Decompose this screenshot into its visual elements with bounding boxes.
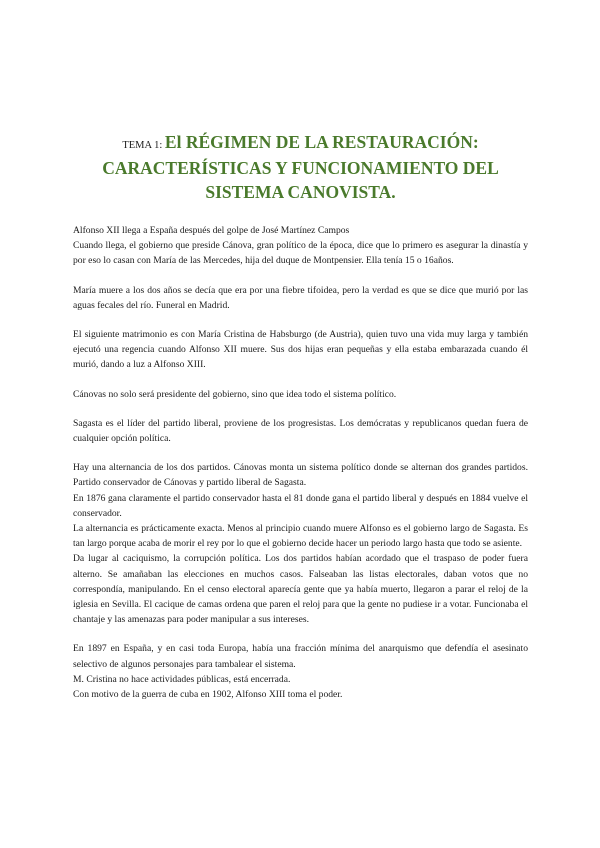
title-line-2: CARACTERÍSTICAS Y FUNCIONAMIENTO DEL [102,158,499,178]
document-body [73,223,528,702]
document-title [73,131,528,205]
title-line-3: SISTEMA CANOVISTA. [205,182,396,202]
paragraph: Con motivo de la guerra de cuba en 1902, Alfonso XIII toma el poder. [73,689,343,701]
paragraph: La alternancia es prácticamente exacta. Menos al principio cuando muere Alfonso es el gobierno largo de Sagasta. Es tan largo porque acaba de morir el rey por lo que el gobierno decide hacer un periodo largo hasta que todo se asiente. [73,523,528,550]
paragraph: Hay una alternancia de los dos partidos. Cánovas monta un sistema político donde se alternan dos grandes partidos. Partido conservador de Cánovas y partido liberal de Sagasta. [73,462,528,489]
paragraph: Cánovas no solo será presidente del gobierno, sino que idea todo el sistema político. [73,388,397,400]
paragraph: El siguiente matrimonio es con María Cristina de Habsburgo (de Austria), quien tuvo una vida muy larga y también ejecutó una regencia cuando Alfonso XII muere. Sus dos hijas eran pequeñas y ella estaba embarazada cuando él murió, dando a luz a Alfonso XIII. [73,329,528,371]
title-prefix: TEMA 1: [122,140,165,151]
paragraph: Da lugar al caciquismo, la corrupción política. Los dos partidos habían acordado que el traspaso de poder fuera alterno. Se amañaban las elecciones en muchos casos. Falseaban las listas electorales, daban votos que no correspondía, manipulando. En el censo electoral aparecía gente que ya había muerto, llegaron a parar el reloj de la iglesia en Sevilla. El cacique de camas ordena que paren el reloj para que la gente no pudiese ir a votar. Funcionaba el chantaje y las amenazas para poder manipular a sus intereses. [73,553,528,626]
paragraph: En 1876 gana claramente el partido conservador hasta el 81 donde gana el partido liberal y después en 1884 vuelve el conservador. [73,492,528,519]
paragraph: Sagasta es el líder del partido liberal, proviene de los progresistas. Los demócratas y republicanos quedan fuera de cualquier opción política. [73,417,528,445]
paragraph: M. Cristina no hace actividades públicas, está encerrada. [73,673,291,685]
paragraph: Cuando llega, el gobierno que preside Cánova, gran político de la época, dice que lo primero es asegurar la dinastía y por eso lo casan con María de las Mercedes, hija del duque de Montpensier. Ella tenía 15 o 16años. [73,240,528,267]
title-line-1: El RÉGIMEN DE LA RESTAURACIÓN: [164,132,479,152]
paragraph: Alfonso XII llega a España después del golpe de José Martínez Campos [73,225,350,236]
paragraph: En 1897 en España, y en casi toda Europa, había una fracción mínima del anarquismo que defendía el asesinato selectivo de algunos personajes para tambalear el sistema. [73,643,528,670]
paragraph: María muere a los dos años se decía que era por una fiebre tifoidea, pero la verdad es que se dice que murió por las aguas fecales del río. Funeral en Madrid. [73,284,528,311]
